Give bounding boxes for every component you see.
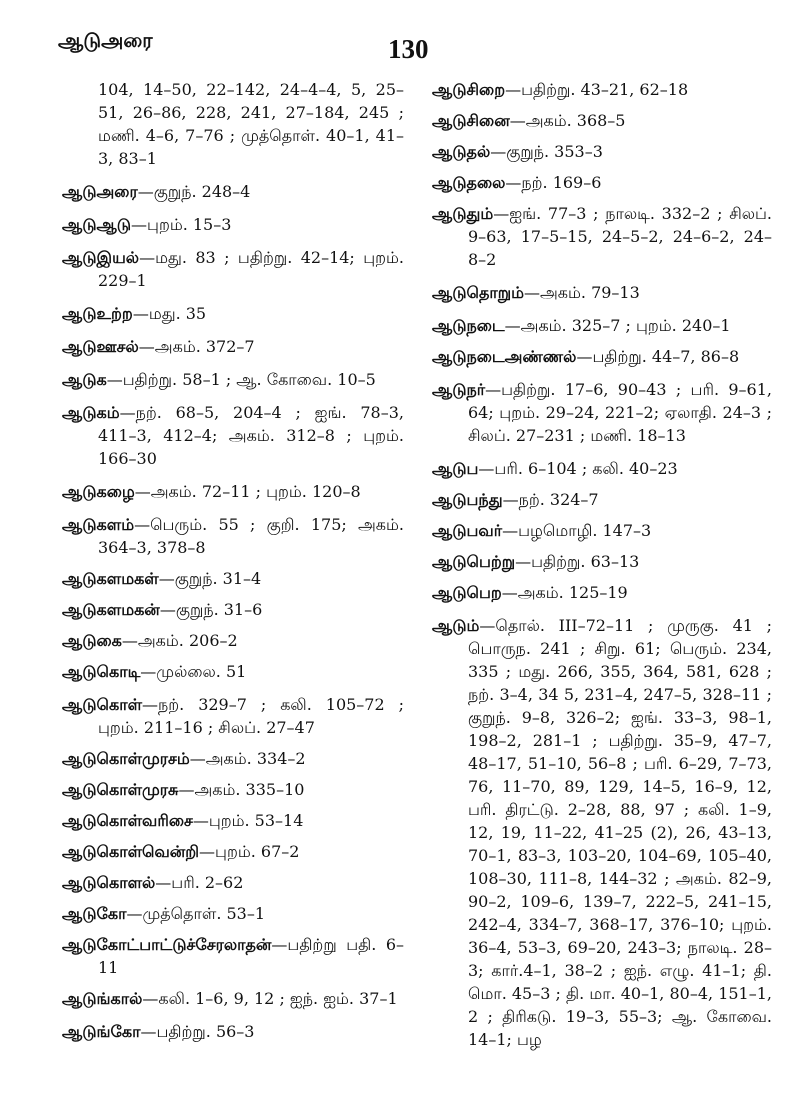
index-entry: ஆடுகழை—அகம். 72–11 ; புறம். 120–8 bbox=[62, 482, 361, 501]
index-entry: ஆடுங்கோ—பதிற்று. 56–3 bbox=[62, 1022, 255, 1041]
index-entry: ஆடுகளமகன்—குறுந். 31–6 bbox=[62, 600, 263, 619]
index-entry: ஆடுநர்—பதிற்று. 17–6, 90–43 ; பரி. 9–61, 64; புறம். 29–24, 221–2; ஏலாதி. 24–3 ; சிலப். 27–231 ; மணி. 18–13 bbox=[432, 380, 772, 445]
index-entry: ஆடுபெற்று—பதிற்று. 63–13 bbox=[432, 552, 640, 571]
index-entry: ஆடும்—தொல். III–72–11 ; முருகு. 41 ; பொருந. 241 ; சிறு. 61; பெரும். 234, 335 ; மது. 266, 355, 364, 581, 628 ; நற். 3–4, 34 5, 231–4, 247–5, 328–11 ; குறுந். 9–8, 326–2; ஐங். 33–3, 98–1, 198–2, 281–1 ; பதிற்று. 35–9, 47–7, 48–17, 51–10, 56–8 ; பரி. 6–29, 7–73, 76, 11–70, 89, 129, 14–5, 16–9, 12, பரி. திரட்டு. 2–28, 88, 97 ; கலி. 1–9, 12, 19, 11–22, 41–25 (2), 26, 43–13, 70–1, 83–3, 103–20, 104–69, 105–40, 108–30, 111–8, 144–32 ; அகம். 82–9, 90–2, 109–6, 139–7, 222–5, 241–15, 242–4, 334–7, 368–17, 376–10; புறம். 36–4, 53–3, 69–20, 243–3; நாலடி. 28–3; கார்.4–1, 38–2 ; ஐந். எழு. 41–1; தி. மொ. 45–3 ; தி. மா. 40–1, 80–4, 151–1, 2 ; திரிகடு. 19–3, 55–3; ஆ. கோவை. 14–1; பழ bbox=[432, 616, 772, 1049]
index-entry: ஆடுநடைஅண்ணல்—பதிற்று. 44–7, 86–8 bbox=[432, 347, 740, 366]
index-entry: ஆடுஊசல்—அகம். 372–7 bbox=[62, 337, 255, 356]
index-entry: ஆடுபவர்—பழமொழி. 147–3 bbox=[432, 521, 652, 540]
index-entry: ஆடுகோ—முத்தொள். 53–1 bbox=[62, 904, 266, 923]
index-entry: ஆடுகொடி—முல்லை. 51 bbox=[62, 662, 247, 681]
index-entry: ஆடுதொறும்—அகம். 79–13 bbox=[432, 283, 640, 302]
index-entry: ஆடுசிறை—பதிற்று. 43–21, 62–18 bbox=[432, 80, 689, 99]
index-entry: ஆடுகொள்வென்றி—புறம். 67–2 bbox=[62, 842, 300, 861]
index-entry: 104, 14–50, 22–142, 24–4–4, 5, 25–51, 26–86, 228, 241, 27–184, 245 ; மணி. 4–6, 7–76 ; முத்தொள். 40–1, 41–3, 83–1 bbox=[98, 80, 404, 168]
index-entry: ஆடுகம்—நற். 68–5, 204–4 ; ஐங். 78–3, 411–3, 412–4; அகம். 312–8 ; புறம். 166–30 bbox=[62, 403, 404, 468]
index-entry: ஆடுகோட்பாட்டுச்சேரலாதன்—பதிற்று பதி. 6–11 bbox=[62, 935, 404, 977]
index-entry: ஆடுகளமகள்—குறுந். 31–4 bbox=[62, 569, 262, 588]
index-entry: ஆடுதலை—நற். 169–6 bbox=[432, 173, 602, 192]
left-column bbox=[62, 78, 404, 1043]
index-entry: ஆடுசினை—அகம். 368–5 bbox=[432, 111, 626, 130]
index-entry: ஆடுகொள்வரிசை—புறம். 53–14 bbox=[62, 811, 304, 830]
index-entry: ஆடுகை—அகம். 206–2 bbox=[62, 631, 238, 650]
page-number: 130 bbox=[388, 34, 429, 64]
right-column bbox=[432, 78, 772, 1051]
index-entry: ஆடுகொளல்—பரி. 2–62 bbox=[62, 873, 244, 892]
index-entry: ஆடுஉற்ற—மது. 35 bbox=[62, 304, 207, 323]
index-entry: ஆடுநடை—அகம். 325–7 ; புறம். 240–1 bbox=[432, 316, 731, 335]
index-entry: ஆடுபெற—அகம். 125–19 bbox=[432, 583, 628, 602]
index-entry: ஆடுகொள்முரசு—அகம். 335–10 bbox=[62, 780, 305, 799]
index-entry: ஆடுதல்—குறுந். 353–3 bbox=[432, 142, 603, 161]
index-entry: ஆடுக—பதிற்று. 58–1 ; ஆ. கோவை. 10–5 bbox=[62, 370, 376, 389]
index-entry: ஆடுபந்து—நற். 324–7 bbox=[432, 490, 599, 509]
index-entry: ஆடுப—பரி. 6–104 ; கலி. 40–23 bbox=[432, 459, 678, 478]
index-entry: ஆடுகொள்—நற். 329–7 ; கலி. 105–72 ; புறம். 211–16 ; சிலப். 27–47 bbox=[62, 695, 404, 737]
index-entry: ஆடுஅரை—குறுந். 248–4 bbox=[62, 182, 251, 201]
page-header bbox=[0, 8, 800, 64]
running-head: ஆடுஅரை bbox=[58, 28, 153, 52]
index-entry: ஆடுஇயல்—மது. 83 ; பதிற்று. 42–14; புறம். 229–1 bbox=[62, 248, 404, 290]
index-entry: ஆடுதும்—ஐங். 77–3 ; நாலடி. 332–2 ; சிலப். 9–63, 17–5–15, 24–5–2, 24–6–2, 24–8–2 bbox=[432, 204, 772, 269]
index-entry: ஆடுஆடு—புறம். 15–3 bbox=[62, 215, 232, 234]
index-entry: ஆடுங்கால்—கலி. 1–6, 9, 12 ; ஐந். ஐம். 37–1 bbox=[62, 989, 398, 1008]
index-entry: ஆடுகளம்—பெரும். 55 ; குறி. 175; அகம். 364–3, 378–8 bbox=[62, 515, 404, 557]
index-entry: ஆடுகொள்முரசம்—அகம். 334–2 bbox=[62, 749, 306, 768]
